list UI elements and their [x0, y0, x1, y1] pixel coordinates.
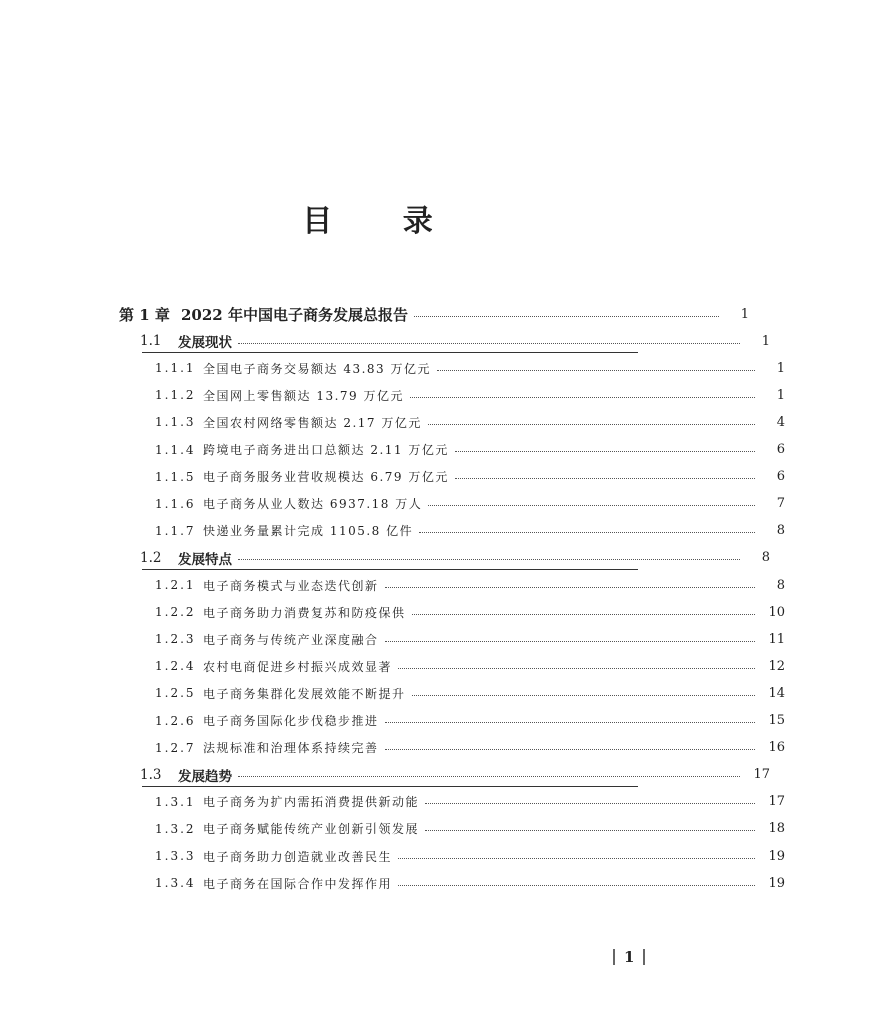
- toc-entry-title: 2022 年中国电子商务发展总报告: [181, 305, 408, 324]
- toc-entry-number: 1.3.3: [155, 849, 196, 863]
- toc-dot-leader: [425, 803, 755, 804]
- toc-entry-number: 1.2.3: [155, 632, 196, 647]
- toc-entry-level2[interactable]: [0, 329, 875, 353]
- toc-entry-level3[interactable]: [0, 465, 890, 489]
- toc-entry-title: 电子商务与传统产业深度融合: [203, 632, 379, 647]
- toc-entry-number: 1.3.2: [155, 821, 196, 836]
- toc-entry-number: 1.2.2: [155, 605, 196, 620]
- toc-entry-level3[interactable]: [0, 492, 890, 516]
- toc-entry-level3[interactable]: [0, 817, 890, 841]
- section-divider: [142, 352, 638, 353]
- toc-entry-page: 6: [776, 442, 785, 457]
- footer-right-bar: [643, 949, 645, 965]
- toc-entry-page: 14: [768, 685, 785, 701]
- toc-entry-number: 1.2.6: [155, 713, 196, 728]
- toc-entry-page: 16: [768, 740, 785, 756]
- toc-entry-page: 8: [776, 523, 785, 539]
- toc-entry-title: 电子商务为扩内需拓消费提供新动能: [203, 795, 420, 810]
- toc-entry-title: 电子商务助力消费复苏和防疫保供: [203, 605, 406, 620]
- toc-entry-number: 1.1: [140, 333, 162, 350]
- toc-entry-level3[interactable]: [0, 627, 890, 651]
- toc-entry-title: 全国网上零售额达 13.79 万亿元: [203, 388, 404, 403]
- toc-dot-leader: [410, 397, 755, 398]
- toc-dot-leader: [437, 370, 755, 371]
- toc-entry-title: 全国农村网络零售额达 2.17 万亿元: [203, 415, 422, 430]
- toc-entry-level3[interactable]: [0, 681, 890, 705]
- toc-entry-number: 1.2: [140, 549, 162, 566]
- toc-dot-leader: [398, 858, 755, 859]
- toc-entry-title: 法规标准和治理体系持续完善: [203, 741, 379, 756]
- toc-entry-page: 1: [776, 360, 785, 376]
- toc-entry-title: 发展现状: [178, 335, 232, 352]
- toc-entry-title: 快递业务量累计完成 1105.8 亿件: [203, 524, 414, 539]
- toc-dot-leader: [385, 749, 755, 750]
- toc-entry-page: 11: [768, 631, 785, 647]
- toc-entry-number: 1.3.1: [155, 794, 196, 809]
- toc-entry-title: 电子商务国际化步伐稳步推进: [203, 714, 379, 728]
- toc-entry-title: 农村电商促进乡村振兴成效显著: [203, 659, 393, 674]
- toc-dot-leader: [385, 722, 755, 723]
- toc-dot-leader: [455, 478, 755, 479]
- toc-entry-number: 1.3.4: [155, 876, 196, 891]
- toc-entry-title: 电子商务模式与业态迭代创新: [203, 578, 379, 593]
- toc-entry-number: 1.1.1: [155, 361, 196, 376]
- toc-dot-leader: [428, 424, 755, 425]
- toc-entry-title: 跨境电子商务进出口总额达 2.11 万亿元: [203, 443, 449, 457]
- toc-dot-leader: [428, 505, 755, 506]
- toc-entry-level3[interactable]: [0, 736, 890, 760]
- toc-entry-number: 第 1 章: [119, 305, 170, 324]
- toc-dot-leader: [385, 641, 755, 642]
- toc-entry-title: 电子商务集群化发展效能不断提升: [203, 686, 406, 701]
- toc-entry-number: 1.1.4: [155, 442, 196, 457]
- toc-entry-number: 1.2.5: [155, 686, 196, 701]
- toc-entry-title: 电子商务助力创造就业改善民生: [203, 849, 393, 864]
- toc-entry-number: 1.1.2: [155, 388, 196, 403]
- toc-entry-number: 1.2.7: [155, 740, 196, 755]
- toc-entry-page: 17: [768, 794, 785, 810]
- toc-entry-level3[interactable]: [0, 356, 890, 380]
- page-title: 目 录: [302, 204, 463, 239]
- toc-entry-level1[interactable]: [0, 302, 854, 326]
- toc-entry-page: 19: [768, 875, 785, 891]
- toc-entry-level3[interactable]: [0, 871, 890, 895]
- toc-dot-leader: [412, 695, 755, 696]
- toc-entry-title: 全国电子商务交易额达 43.83 万亿元: [203, 361, 431, 376]
- toc-entry-level2[interactable]: [0, 546, 875, 570]
- toc-dot-leader: [238, 776, 740, 777]
- toc-entry-level3[interactable]: [0, 654, 890, 678]
- toc-entry-level3[interactable]: [0, 600, 890, 624]
- toc-entry-number: 1.1.5: [155, 469, 196, 484]
- toc-entry-number: 1.1.6: [155, 496, 196, 511]
- toc-dot-leader: [398, 885, 755, 886]
- toc-dot-leader: [238, 343, 740, 344]
- toc-entry-page: 17: [753, 767, 770, 783]
- toc-entry-page: 18: [768, 821, 785, 837]
- toc-entry-page: 1: [761, 333, 770, 349]
- toc-entry-page: 6: [776, 469, 785, 485]
- toc-entry-page: 19: [768, 848, 785, 864]
- toc-entry-title: 电子商务服务业营收规模达 6.79 万亿元: [203, 470, 449, 485]
- toc-dot-leader: [425, 830, 755, 831]
- toc-dot-leader: [414, 316, 719, 317]
- toc-entry-level3[interactable]: [0, 573, 890, 597]
- toc-entry-title: 电子商务赋能传统产业创新引领发展: [203, 822, 420, 837]
- toc-dot-leader: [419, 532, 755, 533]
- toc-dot-leader: [385, 587, 755, 588]
- page-footer: [604, 948, 654, 966]
- toc-entry-title: 发展趋势: [178, 768, 232, 785]
- toc-entry-level3[interactable]: [0, 383, 890, 407]
- toc-entry-page: 4: [776, 414, 785, 430]
- toc-entry-number: 1.1.7: [155, 523, 196, 538]
- toc-entry-page: 1: [740, 306, 749, 322]
- toc-dot-leader: [238, 559, 740, 560]
- toc-dot-leader: [455, 451, 755, 452]
- toc-entry-title: 电子商务在国际合作中发挥作用: [203, 876, 393, 891]
- toc-entry-level3[interactable]: [0, 410, 890, 434]
- toc-entry-level3[interactable]: [0, 709, 890, 733]
- toc-entry-level3[interactable]: [0, 844, 890, 868]
- toc-entry-level3[interactable]: [0, 438, 890, 462]
- footer-page-number: 1: [624, 948, 635, 966]
- section-divider: [142, 786, 638, 787]
- toc-entry-page: 1: [776, 387, 785, 403]
- footer-left-bar: [613, 949, 615, 965]
- toc-entry-page: 12: [768, 658, 785, 674]
- toc-entry-level3[interactable]: [0, 790, 890, 814]
- toc-entry-number: 1.3: [140, 766, 162, 783]
- toc-entry-level3[interactable]: [0, 519, 890, 543]
- toc-entry-page: 10: [768, 604, 785, 620]
- toc-entry-title: 电子商务从业人数达 6937.18 万人: [203, 497, 423, 512]
- toc-entry-page: 7: [776, 496, 785, 512]
- toc-entry-page: 8: [761, 550, 770, 566]
- toc-entry-page: 15: [768, 713, 785, 728]
- section-divider: [142, 569, 638, 570]
- toc-dot-leader: [398, 668, 755, 669]
- toc-entry-number: 1.2.4: [155, 659, 196, 674]
- toc-entry-level2[interactable]: [0, 763, 875, 787]
- toc-dot-leader: [412, 614, 755, 615]
- toc-entry-title: 发展特点: [178, 551, 232, 568]
- toc-entry-page: 8: [776, 577, 785, 593]
- toc-entry-number: 1.1.3: [155, 415, 196, 430]
- toc-entry-number: 1.2.1: [155, 578, 196, 592]
